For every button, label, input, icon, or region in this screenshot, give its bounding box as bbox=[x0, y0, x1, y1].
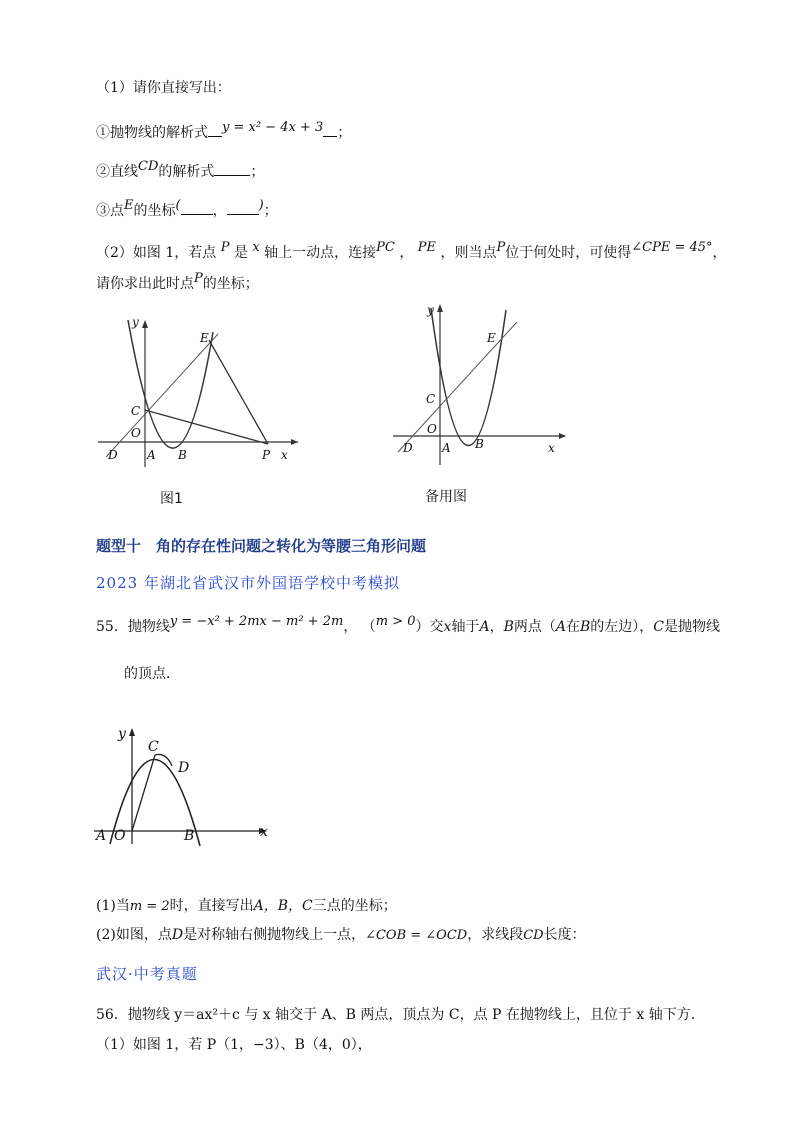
part1-item2 bbox=[96, 161, 264, 183]
q55-text-d: 在 bbox=[565, 619, 580, 635]
fig1-label-p: P bbox=[262, 448, 271, 462]
q55-a-var: A bbox=[479, 619, 490, 635]
item3-blank1 bbox=[181, 200, 213, 215]
q55-line1 bbox=[96, 614, 720, 638]
part2-line2 bbox=[96, 271, 259, 295]
item3-label: ③点 bbox=[96, 203, 124, 219]
q55-label-c: C bbox=[148, 739, 159, 755]
part2-end: ， bbox=[712, 245, 727, 261]
q55-text-b: 轴于 bbox=[451, 619, 480, 635]
section-heading: 题型十 角的存在性问题之转化为等腰三角形问题 bbox=[96, 537, 427, 555]
q55-label-x: x bbox=[260, 824, 268, 840]
part1-item3 bbox=[96, 200, 278, 222]
q56-line1: 56．抛物线 y＝ax²＋c 与 x 轴交于 A、B 两点，顶点为 C，点 P 在抛物线上，且位于 x 轴下方. bbox=[96, 1007, 696, 1023]
q55-text-e: 的左边）， bbox=[590, 619, 654, 635]
item3-open: ( bbox=[175, 198, 181, 213]
q55-sub1-cond: m = 2 bbox=[129, 899, 170, 914]
q55-b-var: B bbox=[503, 619, 514, 635]
fig2-label-b: B bbox=[475, 437, 484, 451]
part2-text-g: 的坐标； bbox=[202, 276, 259, 292]
item1-answer: y = x² − 4x + 3 bbox=[222, 120, 324, 135]
q55-y-arrow bbox=[129, 728, 135, 736]
part2-text-f: 请你求出此时点 bbox=[96, 276, 194, 292]
q55-c-var: C bbox=[653, 619, 664, 635]
fig2-parabola bbox=[431, 308, 506, 446]
part2-text-c: 轴上一动点，连接 bbox=[264, 245, 377, 261]
fig2-caption: 备用图 bbox=[425, 489, 467, 505]
part2-sep: ， bbox=[399, 245, 414, 261]
item1-blank-left bbox=[208, 122, 222, 137]
part2-text-d: ，则当点 bbox=[440, 245, 497, 261]
var-pe: PE bbox=[417, 240, 437, 255]
item3-var: E bbox=[124, 198, 134, 213]
fig2-x-arrow bbox=[559, 433, 566, 439]
q55-text-f: 是抛物线 bbox=[664, 619, 720, 635]
fig2-label-c: C bbox=[426, 392, 436, 406]
fig1-x-arrow bbox=[291, 439, 298, 445]
q55-sub1-b: 时，直接写出 bbox=[169, 898, 254, 914]
q55-line2: 的顶点． bbox=[124, 666, 180, 682]
q55-sep1: ， bbox=[489, 619, 504, 635]
fig1-label-o: O bbox=[131, 426, 141, 440]
q55-text-a: 交 bbox=[429, 619, 444, 635]
source-wuhan: 武汉·中考真题 bbox=[96, 965, 198, 983]
part1-intro: （1）请你直接写出： bbox=[96, 80, 231, 96]
q55-b-var2: B bbox=[579, 619, 591, 635]
q55-figure bbox=[92, 722, 282, 852]
q55-cond-close: ） bbox=[415, 619, 430, 635]
q55-segment-oc bbox=[132, 755, 155, 831]
q55-cond-open: （ bbox=[361, 619, 376, 635]
part1-item1 bbox=[96, 122, 351, 144]
fig2-label-e: E bbox=[487, 331, 496, 345]
q55-sub2-c: ，求线段 bbox=[467, 927, 524, 943]
q55-sub2 bbox=[96, 925, 586, 946]
angle-cpe: ∠CPE = 45° bbox=[631, 240, 713, 255]
fig1-label-d: D bbox=[108, 448, 118, 462]
item3-blank2 bbox=[227, 200, 259, 215]
fig1-label-a: A bbox=[147, 448, 156, 462]
fig1-segment-pc bbox=[145, 410, 268, 444]
fig2-label-a: A bbox=[442, 441, 451, 455]
fig1-caption: 图1 bbox=[160, 491, 183, 507]
part2-text-e: 位于何处时，可使得 bbox=[505, 245, 632, 261]
item2-mid: 的解析式 bbox=[158, 164, 215, 180]
q55-sub1 bbox=[96, 896, 397, 917]
item3-comma: ， bbox=[212, 203, 227, 219]
q55-equation: y = −x² + 2mx − m² + 2m bbox=[169, 614, 344, 629]
fig2-label-o: O bbox=[427, 422, 437, 436]
item1-blank-right bbox=[323, 122, 337, 137]
figure-backup bbox=[393, 300, 573, 470]
q55-label-b: B bbox=[184, 828, 195, 844]
q55-sub2-angle: ∠COB = ∠OCD bbox=[365, 928, 468, 943]
fig2-label-d: D bbox=[403, 441, 413, 455]
item2-blank bbox=[214, 161, 250, 176]
q55-label-a: A bbox=[96, 828, 107, 844]
item2-var: CD bbox=[138, 159, 159, 174]
fig2-y-arrow bbox=[437, 304, 443, 312]
item2-label: ②直线 bbox=[96, 164, 138, 180]
item1-label: ①抛物线的解析式 bbox=[96, 125, 208, 141]
q55-sub2-b: 是对称轴右侧抛物线上一点， bbox=[183, 927, 366, 943]
item3-mid: 的坐标 bbox=[133, 203, 176, 219]
fig1-label-e: E bbox=[200, 331, 209, 345]
q55-label-d: D bbox=[178, 760, 190, 776]
item1-end: ； bbox=[337, 125, 352, 141]
q55-sub2-a: (2)如图，点 bbox=[96, 927, 172, 943]
var-x: x bbox=[252, 240, 260, 255]
q55-sub1-a: (1)当 bbox=[96, 898, 130, 914]
q55-text-c: 两点（ bbox=[513, 619, 556, 635]
fig1-line-cd bbox=[106, 334, 218, 457]
item2-end: ； bbox=[250, 164, 265, 180]
var-p3: P bbox=[194, 271, 203, 286]
item3-end: ； bbox=[263, 203, 278, 219]
fig2-label-y: y bbox=[427, 303, 434, 317]
fig1-label-y: y bbox=[132, 315, 139, 329]
q55-sub2-end: 长度： bbox=[543, 927, 586, 943]
var-p: P bbox=[220, 240, 230, 255]
q55-sub1-points: A，B，C bbox=[253, 898, 313, 914]
part2-text-a: （2）如图 1，若点 bbox=[96, 245, 217, 261]
fig1-label-c: C bbox=[131, 404, 141, 418]
q55-comma: ， bbox=[343, 619, 358, 635]
var-pc: PC bbox=[376, 240, 395, 255]
var-p2: P bbox=[496, 240, 506, 255]
q55-x-var: x bbox=[443, 619, 452, 635]
fig1-y-arrow bbox=[142, 320, 148, 328]
item3-close: ) bbox=[258, 198, 264, 213]
q55-sub1-c: 三点的坐标； bbox=[312, 898, 397, 914]
q55-number: 55．抛物线 bbox=[96, 619, 170, 635]
q55-sub2-d: D bbox=[171, 927, 184, 943]
source-2023: 2023 年湖北省武汉市外国语学校中考模拟 bbox=[96, 574, 400, 592]
fig1-segment-pe bbox=[209, 340, 268, 444]
part2-line1 bbox=[96, 240, 727, 264]
q55-label-y: y bbox=[118, 726, 126, 742]
fig2-label-x: x bbox=[548, 441, 555, 455]
q55-condition: m > 0 bbox=[375, 614, 416, 629]
q55-a-var2: A bbox=[555, 619, 566, 635]
fig2-line-cd bbox=[398, 322, 517, 452]
q56-line2: （1）如图 1，若 P（1，−3）、B（4，0）， bbox=[96, 1037, 372, 1053]
part2-text-b: 是 bbox=[233, 245, 248, 261]
figure-1 bbox=[98, 312, 308, 472]
fig1-label-x: x bbox=[281, 448, 288, 462]
fig1-label-b: B bbox=[178, 448, 187, 462]
q55-label-o: O bbox=[114, 828, 126, 844]
q55-sub2-cd: CD bbox=[523, 928, 544, 943]
